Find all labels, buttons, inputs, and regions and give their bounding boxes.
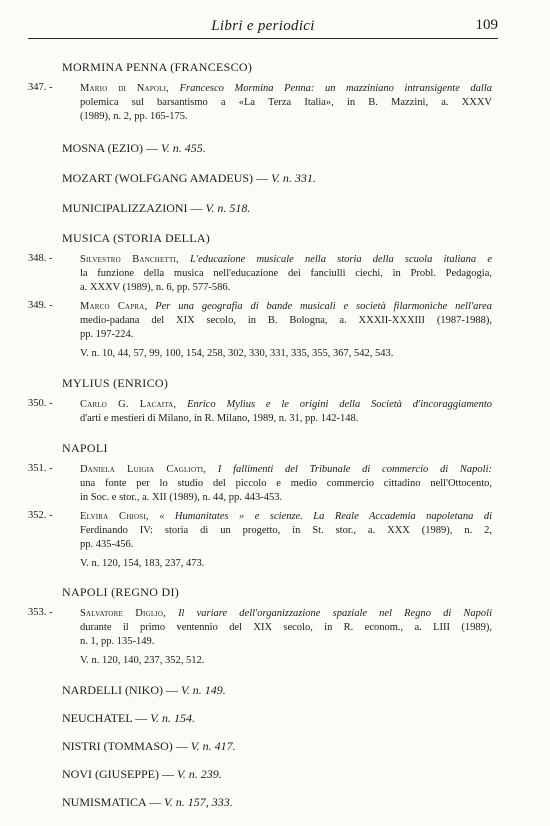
entry-number: 347. - [28,82,53,93]
entry-author: Silvestro Banchetti, [80,254,179,265]
index-heading-nistri [62,739,236,754]
index-heading-novi [62,767,222,782]
entry-line: a. XXXV (1989), n. 6, pp. 577-586. [80,282,231,293]
entry-author: Salvatore Diglio, [80,608,166,619]
entry-author: Carlo G. Lacaita, [80,399,177,410]
entry-line: una fonte per lo studio del piccolo e medio commercio cittadino nell'Ottocento, [80,478,492,489]
entry-number: 352. - [28,510,53,521]
cross-reference: V. n. 10, 44, 57, 99, 100, 154, 258, 302, 330, 331, 335, 355, 367, 542, 543. [80,348,394,359]
entry-line: in Soc. e stor., a. XII (1989), n. 44, pp. 443-453. [80,492,283,503]
entry-text: Per una geografia di bande musicali e società filarmoniche nell'area [155,301,492,312]
entry-number: 350. - [28,398,53,409]
entry-line: Ferdinando IV: storia di un progetto, in St. stor., a. XXX (1989), n. 2, [80,525,492,536]
entry-line [80,398,492,412]
index-heading-neuchatel [62,711,195,726]
cross-reference: V. n. 149. [180,683,226,697]
index-heading-mormina: MORMINA PENNA (FRANCESCO) [62,60,253,74]
entry-line [80,463,492,477]
entry-author: Daniela Luigia Caglioti, [80,464,207,475]
entry-number: 353. - [28,607,53,618]
cross-reference: V. n. 154. [150,711,196,725]
index-heading-napoli-regno: NAPOLI (REGNO DI) [62,585,180,599]
heading-text: MUNICIPALIZZAZIONI — [62,201,203,215]
entry-author: Elvira Chiosi, [80,511,149,522]
cross-reference: V. n. 455. [161,141,206,155]
running-head-title: Libri e periodici [211,18,315,34]
entry-author: Mario di Napoli, [80,83,169,94]
cross-reference: V. n. 239. [177,767,222,781]
index-heading-municipalizzazioni [62,201,250,216]
heading-text: MOSNA (EZIO) — [62,141,158,155]
entry-text: Il variare dell'organizzazione spaziale nel Regno di Napoli [178,608,492,619]
entry-line [80,253,492,267]
cross-reference: V. n. 518. [205,201,251,215]
heading-text: NOVI (GIUSEPPE) — [62,767,174,781]
heading-text: MOZART (WOLFGANG AMADEUS) — [62,171,269,185]
entry-line [80,607,492,621]
index-heading-mosna [62,141,206,156]
cross-reference: V. n. 120, 154, 183, 237, 473. [80,558,205,569]
entry-line: pp. 197-224. [80,329,134,340]
entry-line: n. 1, pp. 135-149. [80,636,155,647]
entry-line: durante il primo ventennio del XIX secolo, in R. econom., a. LIII (1989), [80,622,492,633]
entry-author: Marco Capra, [80,301,148,312]
entry-text: « Humanitates » e scienze. La Reale Accademia napoletana di [159,511,492,522]
entry-line: pp. 435-456. [80,539,134,550]
heading-text: NEUCHATEL — [62,711,148,725]
index-heading-nardelli [62,683,226,698]
index-heading-mylius: MYLIUS (ENRICO) [62,376,169,390]
entry-number: 348. - [28,253,53,264]
index-heading-mozart [62,171,316,186]
entry-line: medio-padana del XIX secolo, in B. Bologna, a. XXXII-XXXIII (1987-1988), [80,315,492,326]
entry-text: Enrico Mylius e le origini della Società d'incoraggiamento [187,399,492,410]
index-heading-numismatica [62,795,233,810]
entry-line [80,510,492,524]
entry-line [80,300,492,314]
entry-number: 349. - [28,300,53,311]
index-heading-napoli: NAPOLI [62,441,108,455]
cross-reference: V. n. 417. [190,739,236,753]
running-head [28,14,498,39]
heading-text: NUMISMATICA — [62,795,162,809]
index-heading-musica: MUSICA (STORIA DELLA) [62,231,211,245]
entry-line [80,82,492,96]
cross-reference: V. n. 120, 140, 237, 352, 512. [80,655,205,666]
cross-reference: V. n. 157, 333. [164,795,233,809]
entry-line: (1989), n. 2, pp. 165-175. [80,111,188,122]
heading-text: NARDELLI (NIKO) — [62,683,178,697]
entry-line: polemica sul barsantismo a «La Terza Italia», in B. Mazzini, a. XXXV [80,97,492,108]
cross-reference: V. n. 331. [271,171,316,185]
page-number: 109 [475,17,498,33]
entry-text: I fallimenti del Tribunale di commercio di Napoli: [217,464,493,475]
heading-text: NISTRI (TOMMASO) — [62,739,188,753]
entry-text: Francesco Mormina Penna: un mazziniano intransigente dalla [179,83,493,94]
entry-line: la funzione della musica nell'educazione dei fanciulli ciechi, in Probl. Pedagogia, [80,268,492,279]
entry-line: d'arti e mestieri di Milano, in R. Milano, 1989, n. 31, pp. 142-148. [80,413,359,424]
entry-number: 351. - [28,463,53,474]
entry-text: L'educazione musicale nella storia della scuola italiana e [189,254,492,265]
